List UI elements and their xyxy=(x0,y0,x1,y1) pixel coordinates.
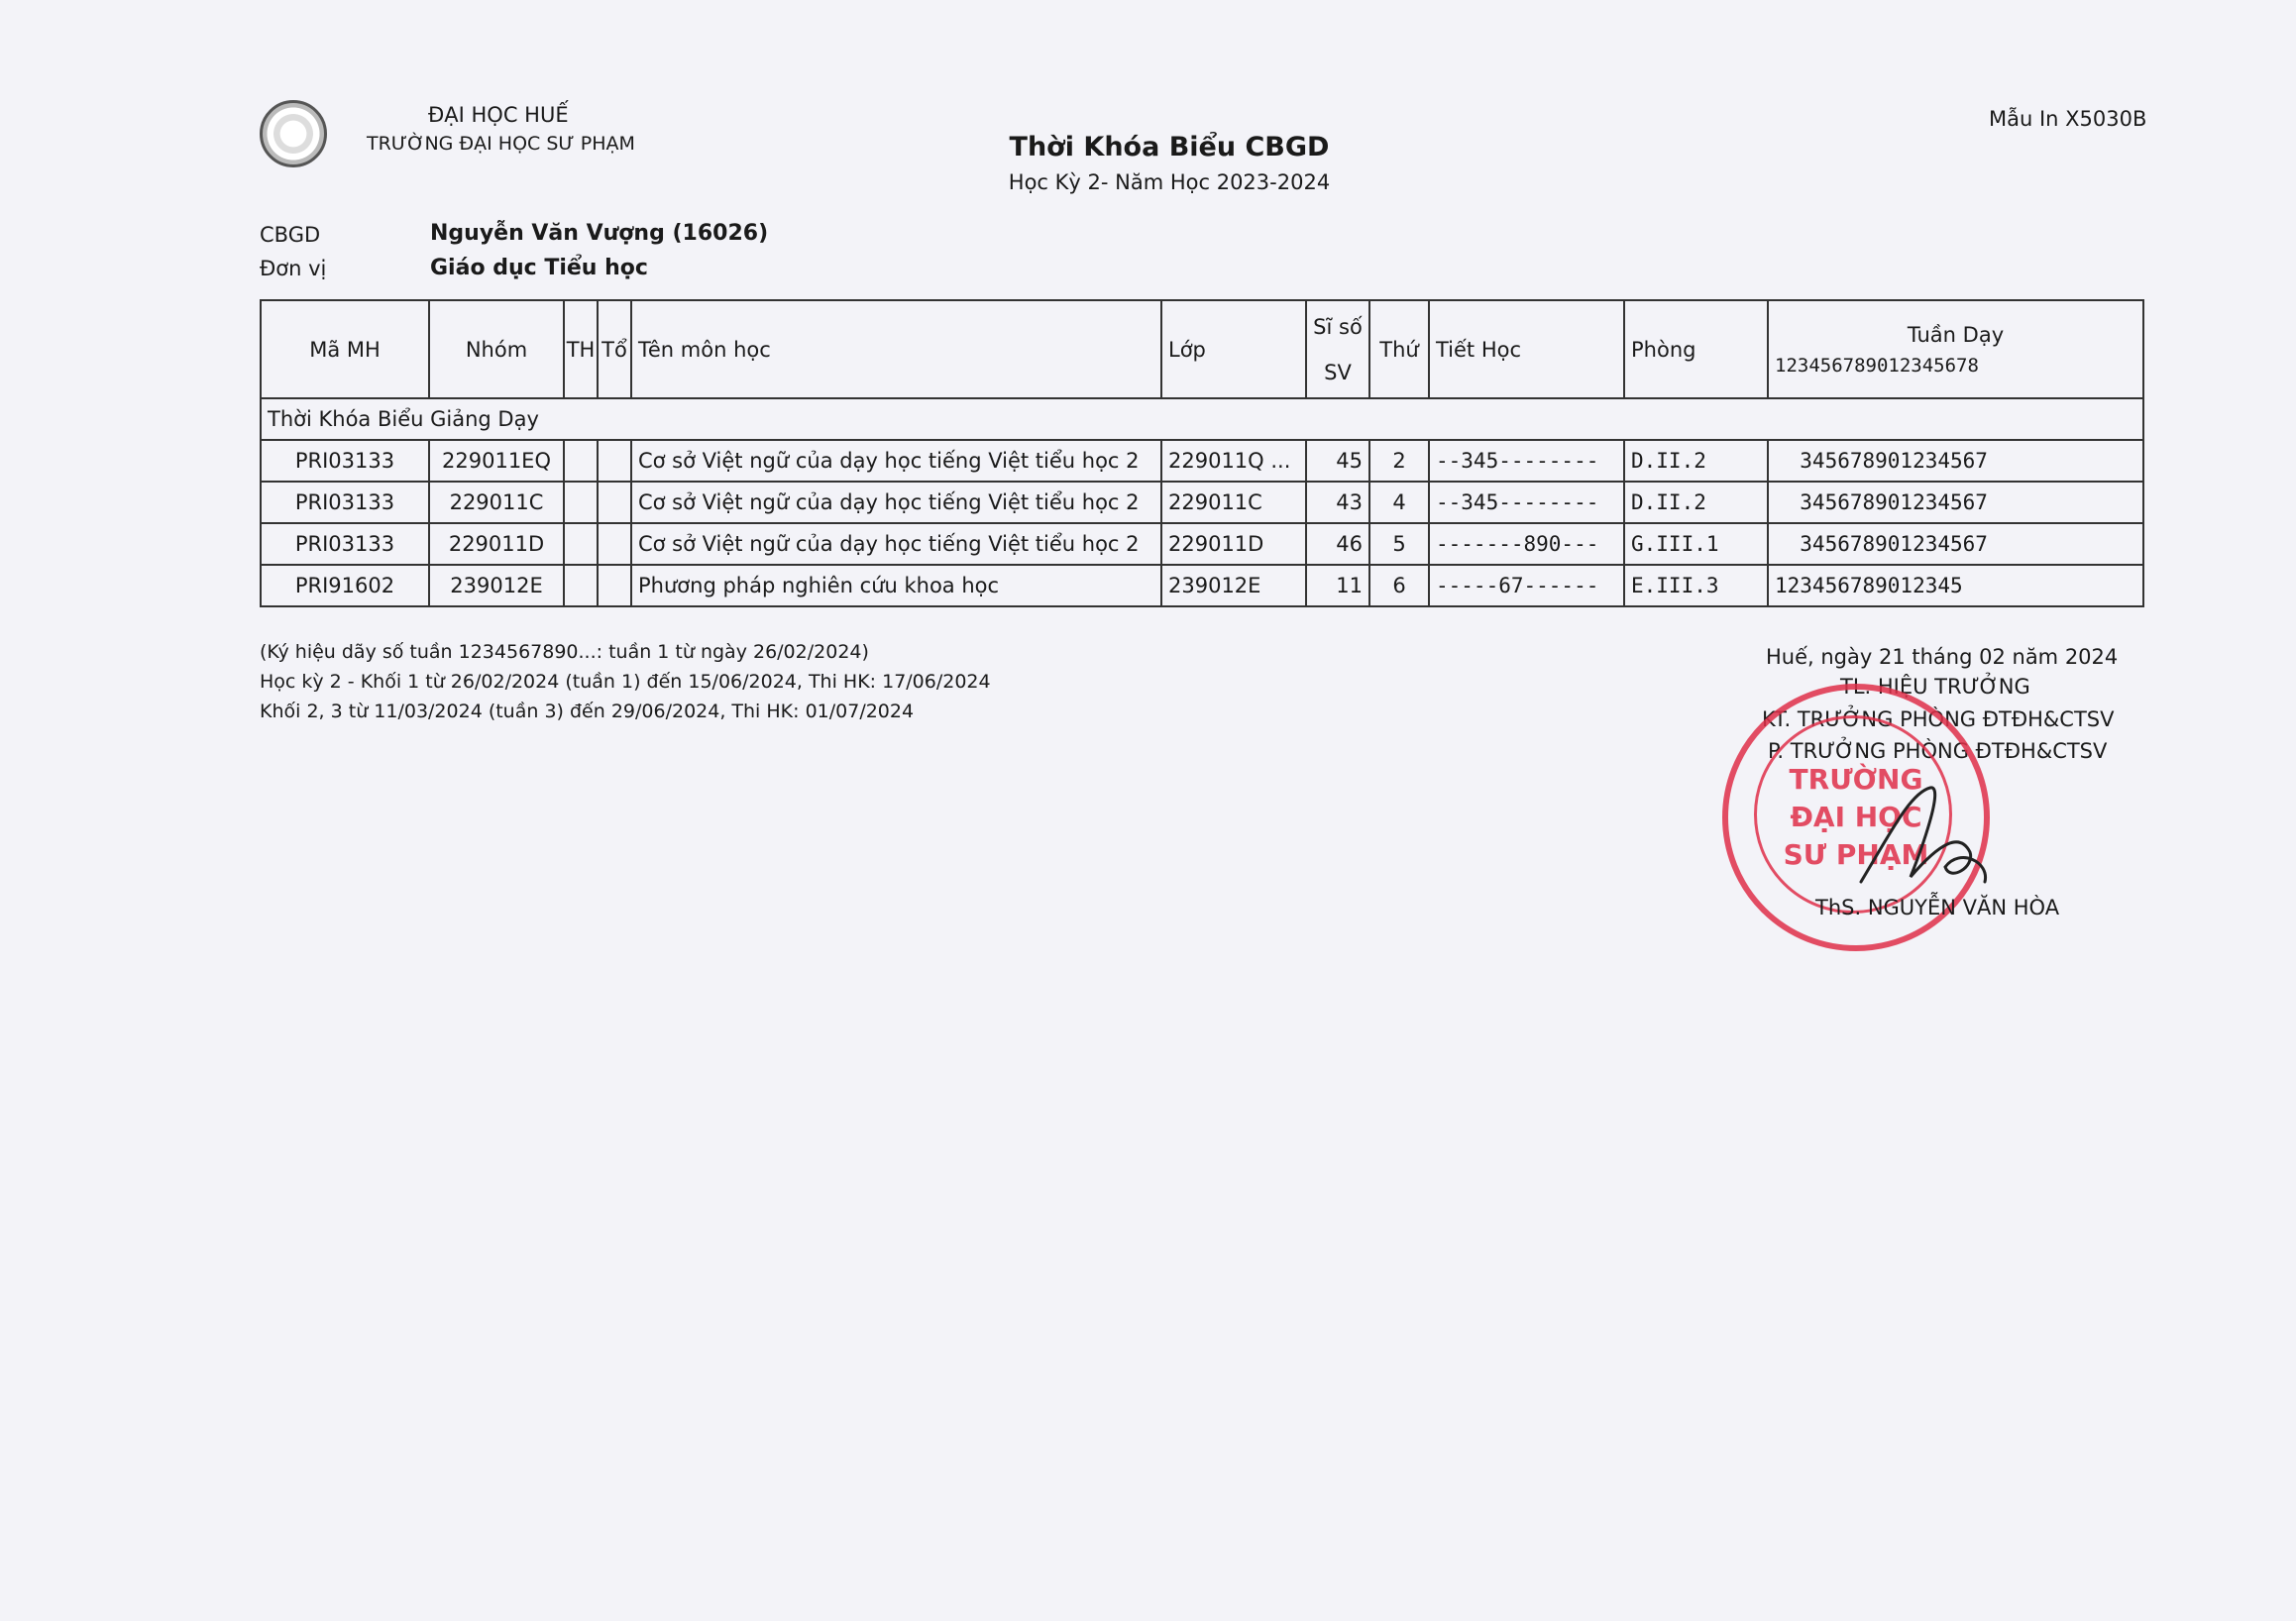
page-subtitle: Học Kỳ 2- Năm Học 2023-2024 xyxy=(1008,170,1331,194)
cell-th xyxy=(564,523,598,565)
cell-siso: 11 xyxy=(1306,565,1369,606)
col-tuan-day-numbers: 123456789012345678 xyxy=(1775,354,1979,377)
cell-to xyxy=(598,565,631,606)
university-name: ĐẠI HỌC HUẾ xyxy=(428,103,569,127)
table-row xyxy=(261,440,2143,482)
col-tuan-day xyxy=(1768,300,2143,398)
signatory-line-2: KT. TRƯỞNG PHÒNG ĐTĐH&CTSV xyxy=(1762,707,2115,731)
col-to: Tổ xyxy=(598,300,631,398)
signatory-line-3: P. TRƯỞNG PHÒNG ĐTĐH&CTSV xyxy=(1768,739,2108,763)
seal-text-3: SƯ PHẠM xyxy=(1783,838,1929,871)
table-row xyxy=(261,523,2143,565)
cell-th xyxy=(564,482,598,523)
col-si-so xyxy=(1306,300,1369,398)
cell-tiet: -------890--- xyxy=(1429,523,1624,565)
table-row xyxy=(261,565,2143,606)
cell-ma: PRI03133 xyxy=(261,523,429,565)
cbgd-value: Nguyễn Văn Vượng (16026) xyxy=(430,221,769,246)
cell-th xyxy=(564,565,598,606)
cell-nhom: 229011EQ xyxy=(429,440,564,482)
section-row xyxy=(261,398,2143,440)
cell-lop: 229011Q ... xyxy=(1161,440,1306,482)
cell-ten: Cơ sở Việt ngữ của dạy học tiếng Việt tiểu học 2 xyxy=(631,440,1161,482)
section-title: Thời Khóa Biểu Giảng Dạy xyxy=(261,398,2143,440)
handwritten-signature xyxy=(1851,773,2000,902)
col-si-so-line1: Sĩ số xyxy=(1313,314,1363,339)
note-block-1: Học kỳ 2 - Khối 1 từ 26/02/2024 (tuần 1) đến 15/06/2024, Thi HK: 17/06/2024 xyxy=(260,671,991,693)
university-logo xyxy=(260,100,327,167)
unit-label: Đơn vị xyxy=(260,257,327,280)
cbgd-label: CBGD xyxy=(260,223,321,247)
cell-ten: Cơ sở Việt ngữ của dạy học tiếng Việt tiểu học 2 xyxy=(631,523,1161,565)
cell-lop: 239012E xyxy=(1161,565,1306,606)
cell-tiet: --345-------- xyxy=(1429,440,1624,482)
place-date: Huế, ngày 21 tháng 02 năm 2024 xyxy=(1766,645,2119,669)
cell-tiet: -----67------ xyxy=(1429,565,1624,606)
cell-phong: E.III.3 xyxy=(1624,565,1768,606)
cell-lop: 229011C xyxy=(1161,482,1306,523)
cell-nhom: 239012E xyxy=(429,565,564,606)
cell-thu: 4 xyxy=(1369,482,1429,523)
unit-value: Giáo dục Tiểu học xyxy=(430,256,648,280)
cell-to xyxy=(598,523,631,565)
col-th: TH xyxy=(564,300,598,398)
cell-siso: 46 xyxy=(1306,523,1369,565)
cell-ten: Phương pháp nghiên cứu khoa học xyxy=(631,565,1161,606)
col-thu: Thứ xyxy=(1369,300,1429,398)
col-tiet-hoc: Tiết Học xyxy=(1429,300,1624,398)
cell-tuan: 123456789012345 xyxy=(1768,565,2143,606)
cell-nhom: 229011D xyxy=(429,523,564,565)
timetable xyxy=(260,299,2144,607)
cell-phong: D.II.2 xyxy=(1624,482,1768,523)
cell-ma: PRI91602 xyxy=(261,565,429,606)
signatory-line-1: TL. HIỆU TRƯỞNG xyxy=(1840,675,2030,699)
col-tuan-day-label: Tuần Dạy xyxy=(1907,322,2005,347)
cell-phong: D.II.2 xyxy=(1624,440,1768,482)
page-title: Thời Khóa Biểu CBGD xyxy=(1009,132,1330,162)
col-ma-mh: Mã MH xyxy=(261,300,429,398)
cell-ten: Cơ sở Việt ngữ của dạy học tiếng Việt tiểu học 2 xyxy=(631,482,1161,523)
cell-thu: 5 xyxy=(1369,523,1429,565)
form-code: Mẫu In X5030B xyxy=(1989,107,2147,131)
table-row xyxy=(261,482,2143,523)
signatory-name: ThS. NGUYỄN VĂN HÒA xyxy=(1815,896,2060,919)
cell-tuan: 345678901234567 xyxy=(1768,440,2143,482)
cell-th xyxy=(564,440,598,482)
cell-to xyxy=(598,440,631,482)
seal-text-2: ĐẠI HỌC xyxy=(1790,801,1922,833)
cell-tuan: 345678901234567 xyxy=(1768,523,2143,565)
col-ten-mon: Tên môn học xyxy=(631,300,1161,398)
col-lop: Lớp xyxy=(1161,300,1306,398)
cell-thu: 2 xyxy=(1369,440,1429,482)
cell-tuan: 345678901234567 xyxy=(1768,482,2143,523)
cell-to xyxy=(598,482,631,523)
table-header-row xyxy=(261,300,2143,398)
cell-ma: PRI03133 xyxy=(261,440,429,482)
col-nhom: Nhóm xyxy=(429,300,564,398)
note-week-legend: (Ký hiệu dãy số tuần 1234567890...: tuần 1 từ ngày 26/02/2024) xyxy=(260,641,869,663)
col-si-so-line2: SV xyxy=(1324,360,1352,384)
col-phong: Phòng xyxy=(1624,300,1768,398)
cell-ma: PRI03133 xyxy=(261,482,429,523)
cell-phong: G.III.1 xyxy=(1624,523,1768,565)
cell-lop: 229011D xyxy=(1161,523,1306,565)
cell-nhom: 229011C xyxy=(429,482,564,523)
seal-text-1: TRƯỜNG xyxy=(1789,763,1923,796)
cell-thu: 6 xyxy=(1369,565,1429,606)
note-block-2-3: Khối 2, 3 từ 11/03/2024 (tuần 3) đến 29/06/2024, Thi HK: 01/07/2024 xyxy=(260,701,915,722)
school-name: TRƯỜNG ĐẠI HỌC SƯ PHẠM xyxy=(367,133,635,155)
cell-siso: 43 xyxy=(1306,482,1369,523)
cell-siso: 45 xyxy=(1306,440,1369,482)
cell-tiet: --345-------- xyxy=(1429,482,1624,523)
